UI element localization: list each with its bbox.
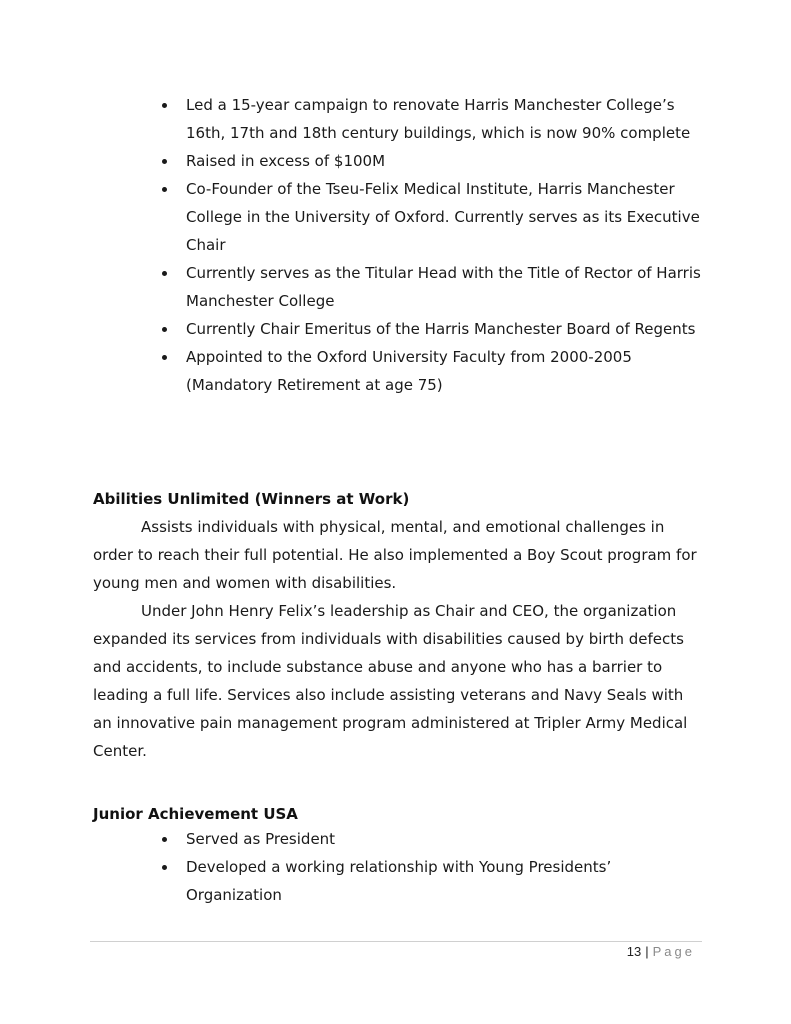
junior-achievement-list	[162, 825, 702, 909]
list-item-text: Led a 15-year campaign to renovate Harris Manchester College’s 16th, 17th and 18th century buildings, which is now 90% complete	[186, 96, 691, 142]
list-item-text: Developed a working relationship with Young Presidents’ Organization	[186, 858, 612, 904]
list-item	[162, 175, 702, 259]
bullet-icon	[162, 327, 167, 332]
list-item	[162, 147, 702, 175]
oxford-achievements-list	[162, 91, 702, 399]
bullet-icon	[162, 865, 167, 870]
page-label: Page	[652, 944, 695, 959]
paragraph: Under John Henry Felix’s leadership as Chair and CEO, the organization expanded its services from individuals with disabilities caused by birth defects and accidents, to include substance abuse and anyone who has a barrier to leading a full life. Services also include assisting veterans and Navy Seals with an innovative pain management program administered at Tripler Army Medical Center.	[93, 602, 688, 760]
list-item	[162, 315, 702, 343]
bullet-icon	[162, 159, 167, 164]
section-heading-abilities-unlimited: Abilities Unlimited (Winners at Work)	[93, 490, 410, 508]
list-item	[162, 91, 702, 147]
list-item	[162, 343, 702, 399]
list-item-text: Raised in excess of $100M	[186, 152, 386, 170]
bullet-icon	[162, 355, 167, 360]
list-item	[162, 259, 702, 315]
bullet-icon	[162, 271, 167, 276]
list-item-text: Served as President	[186, 830, 336, 848]
list-item-text: Appointed to the Oxford University Faculty from 2000-2005 (Mandatory Retirement at age 75)	[186, 348, 632, 394]
bullet-icon	[162, 187, 167, 192]
bullet-icon	[162, 103, 167, 108]
section-heading-junior-achievement: Junior Achievement USA	[93, 805, 298, 823]
list-item-text: Co-Founder of the Tseu-Felix Medical Institute, Harris Manchester College in the University of Oxford. Currently serves as its Executive Chair	[186, 180, 700, 254]
list-item-text: Currently Chair Emeritus of the Harris Manchester Board of Regents	[186, 320, 696, 338]
paragraph: Assists individuals with physical, mental, and emotional challenges in order to reach their full potential. He also implemented a Boy Scout program for young men and women with disabilities.	[93, 518, 697, 592]
page-footer	[627, 944, 695, 959]
bullet-icon	[162, 837, 167, 842]
list-item-text: Currently serves as the Titular Head with the Title of Rector of Harris Manchester College	[186, 264, 701, 310]
list-item	[162, 825, 702, 853]
page-number: 13	[626, 944, 642, 959]
list-item	[162, 853, 702, 909]
footer-separator: |	[645, 944, 649, 959]
footer-divider	[90, 941, 702, 942]
